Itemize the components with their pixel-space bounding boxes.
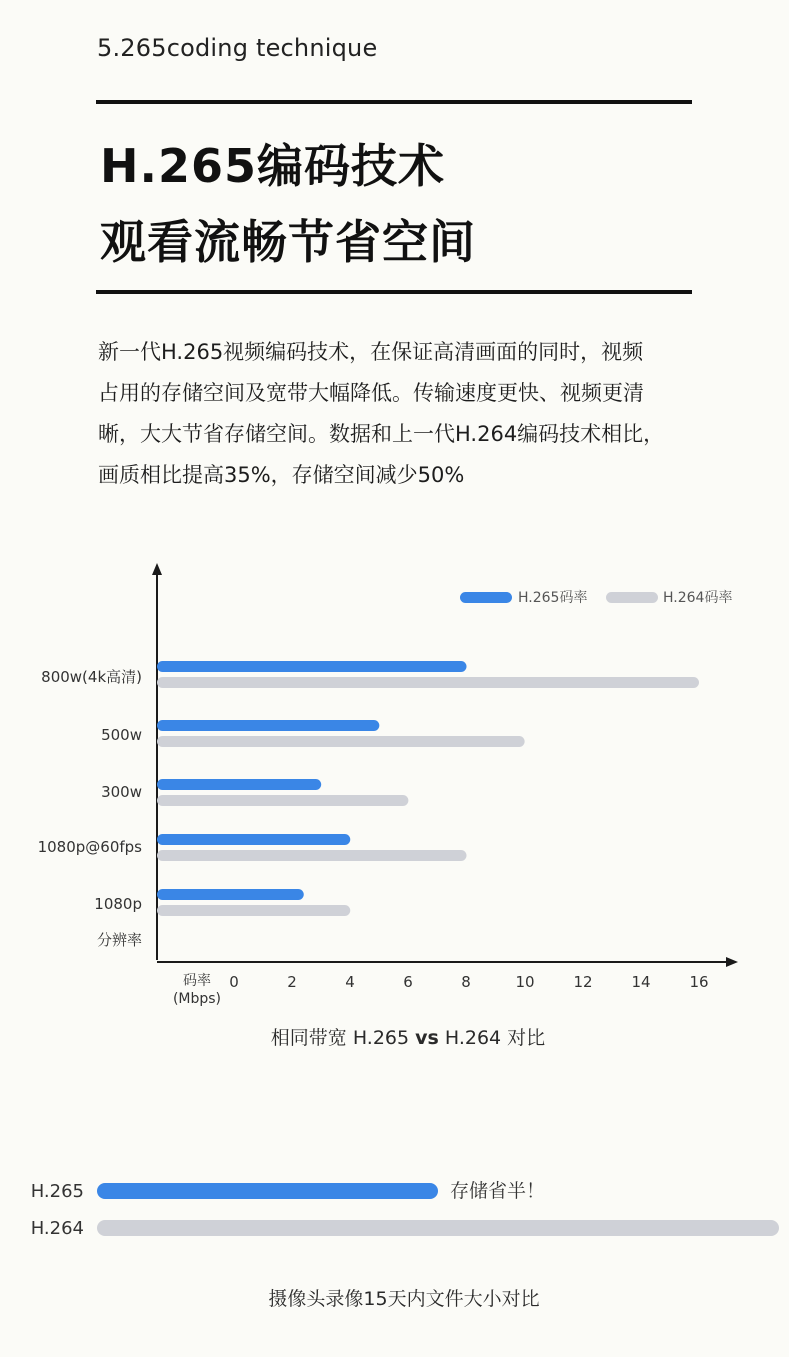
- bar-h264: [157, 905, 350, 916]
- category-label: 1080p: [94, 895, 142, 913]
- bottom-divider: [96, 290, 692, 294]
- storage-chart: [0, 1170, 789, 1340]
- legend-label-h264: H.264码率: [663, 590, 733, 606]
- bar-h265: [157, 779, 321, 790]
- x-tick-label: 16: [689, 973, 709, 991]
- description-line: 占用的存储空间及宽带大幅降低。传输速度更快、视频更清: [98, 381, 644, 405]
- bar-h264: [157, 677, 699, 688]
- storage-bar-group: [97, 1183, 779, 1236]
- x-axis-label: 码率: [183, 973, 211, 989]
- bar-h264: [157, 736, 525, 747]
- storage-caption: 摄像头录像15天内文件大小对比: [268, 1288, 540, 1310]
- caption-vs: vs: [415, 1027, 439, 1049]
- x-tick-label: 14: [631, 973, 651, 991]
- storage-bar-h264: [97, 1220, 779, 1236]
- category-label: 300w: [101, 783, 142, 801]
- x-tick-label: 8: [461, 973, 471, 991]
- eyebrow-title: 5.265coding technique: [97, 34, 378, 62]
- bitrate-chart: [0, 555, 789, 1065]
- storage-annotation: 存储省半！: [450, 1180, 546, 1202]
- description-line: 晰，大大节省存储空间。数据和上一代H.264编码技术相比，: [98, 422, 665, 446]
- legend-label-h265: H.265码率: [518, 590, 588, 606]
- bar-h265: [157, 889, 304, 900]
- description-line: 画质相比提高35%，存储空间减少50%: [98, 463, 465, 487]
- category-label: 500w: [101, 726, 142, 744]
- x-tick-label: 0: [229, 973, 239, 991]
- caption-pre: 相同带宽 H.265: [270, 1027, 416, 1049]
- storage-bar-h265: [97, 1183, 438, 1199]
- bar-h264: [157, 850, 467, 861]
- caption-post: H.264 对比: [438, 1027, 546, 1049]
- legend-swatch-h265: [460, 592, 512, 603]
- x-tick-label: 2: [287, 973, 297, 991]
- x-tick-label: 4: [345, 973, 355, 991]
- description-line: 新一代H.265视频编码技术，在保证高清画面的同时，视频: [98, 340, 644, 364]
- x-tick-label: 6: [403, 973, 413, 991]
- x-axis-arrow: [726, 957, 738, 967]
- x-axis-unit: (Mbps): [172, 991, 222, 1007]
- headline-line-1: H.265编码技术: [100, 139, 445, 193]
- bar-group: [157, 661, 699, 916]
- chart-caption: [271, 1027, 545, 1049]
- top-divider: [96, 100, 692, 104]
- bar-h264: [157, 795, 408, 806]
- category-label: 800w(4k高清): [41, 668, 142, 686]
- bar-h265: [157, 661, 467, 672]
- category-label: 1080p@60fps: [37, 838, 142, 856]
- x-tick-label: 10: [515, 973, 535, 991]
- storage-label-h265: H.265: [30, 1181, 84, 1202]
- legend-swatch-h264: [606, 592, 658, 603]
- legend: [460, 590, 732, 606]
- y-axis-arrow: [152, 563, 162, 575]
- x-tick-label: 12: [573, 973, 593, 991]
- headline-line-2: 观看流畅节省空间: [100, 215, 476, 269]
- bar-h265: [157, 834, 350, 845]
- storage-label-h264: H.264: [30, 1218, 84, 1239]
- description: [98, 332, 738, 496]
- bar-h265: [157, 720, 379, 731]
- y-axis-label: 分辨率: [96, 931, 142, 949]
